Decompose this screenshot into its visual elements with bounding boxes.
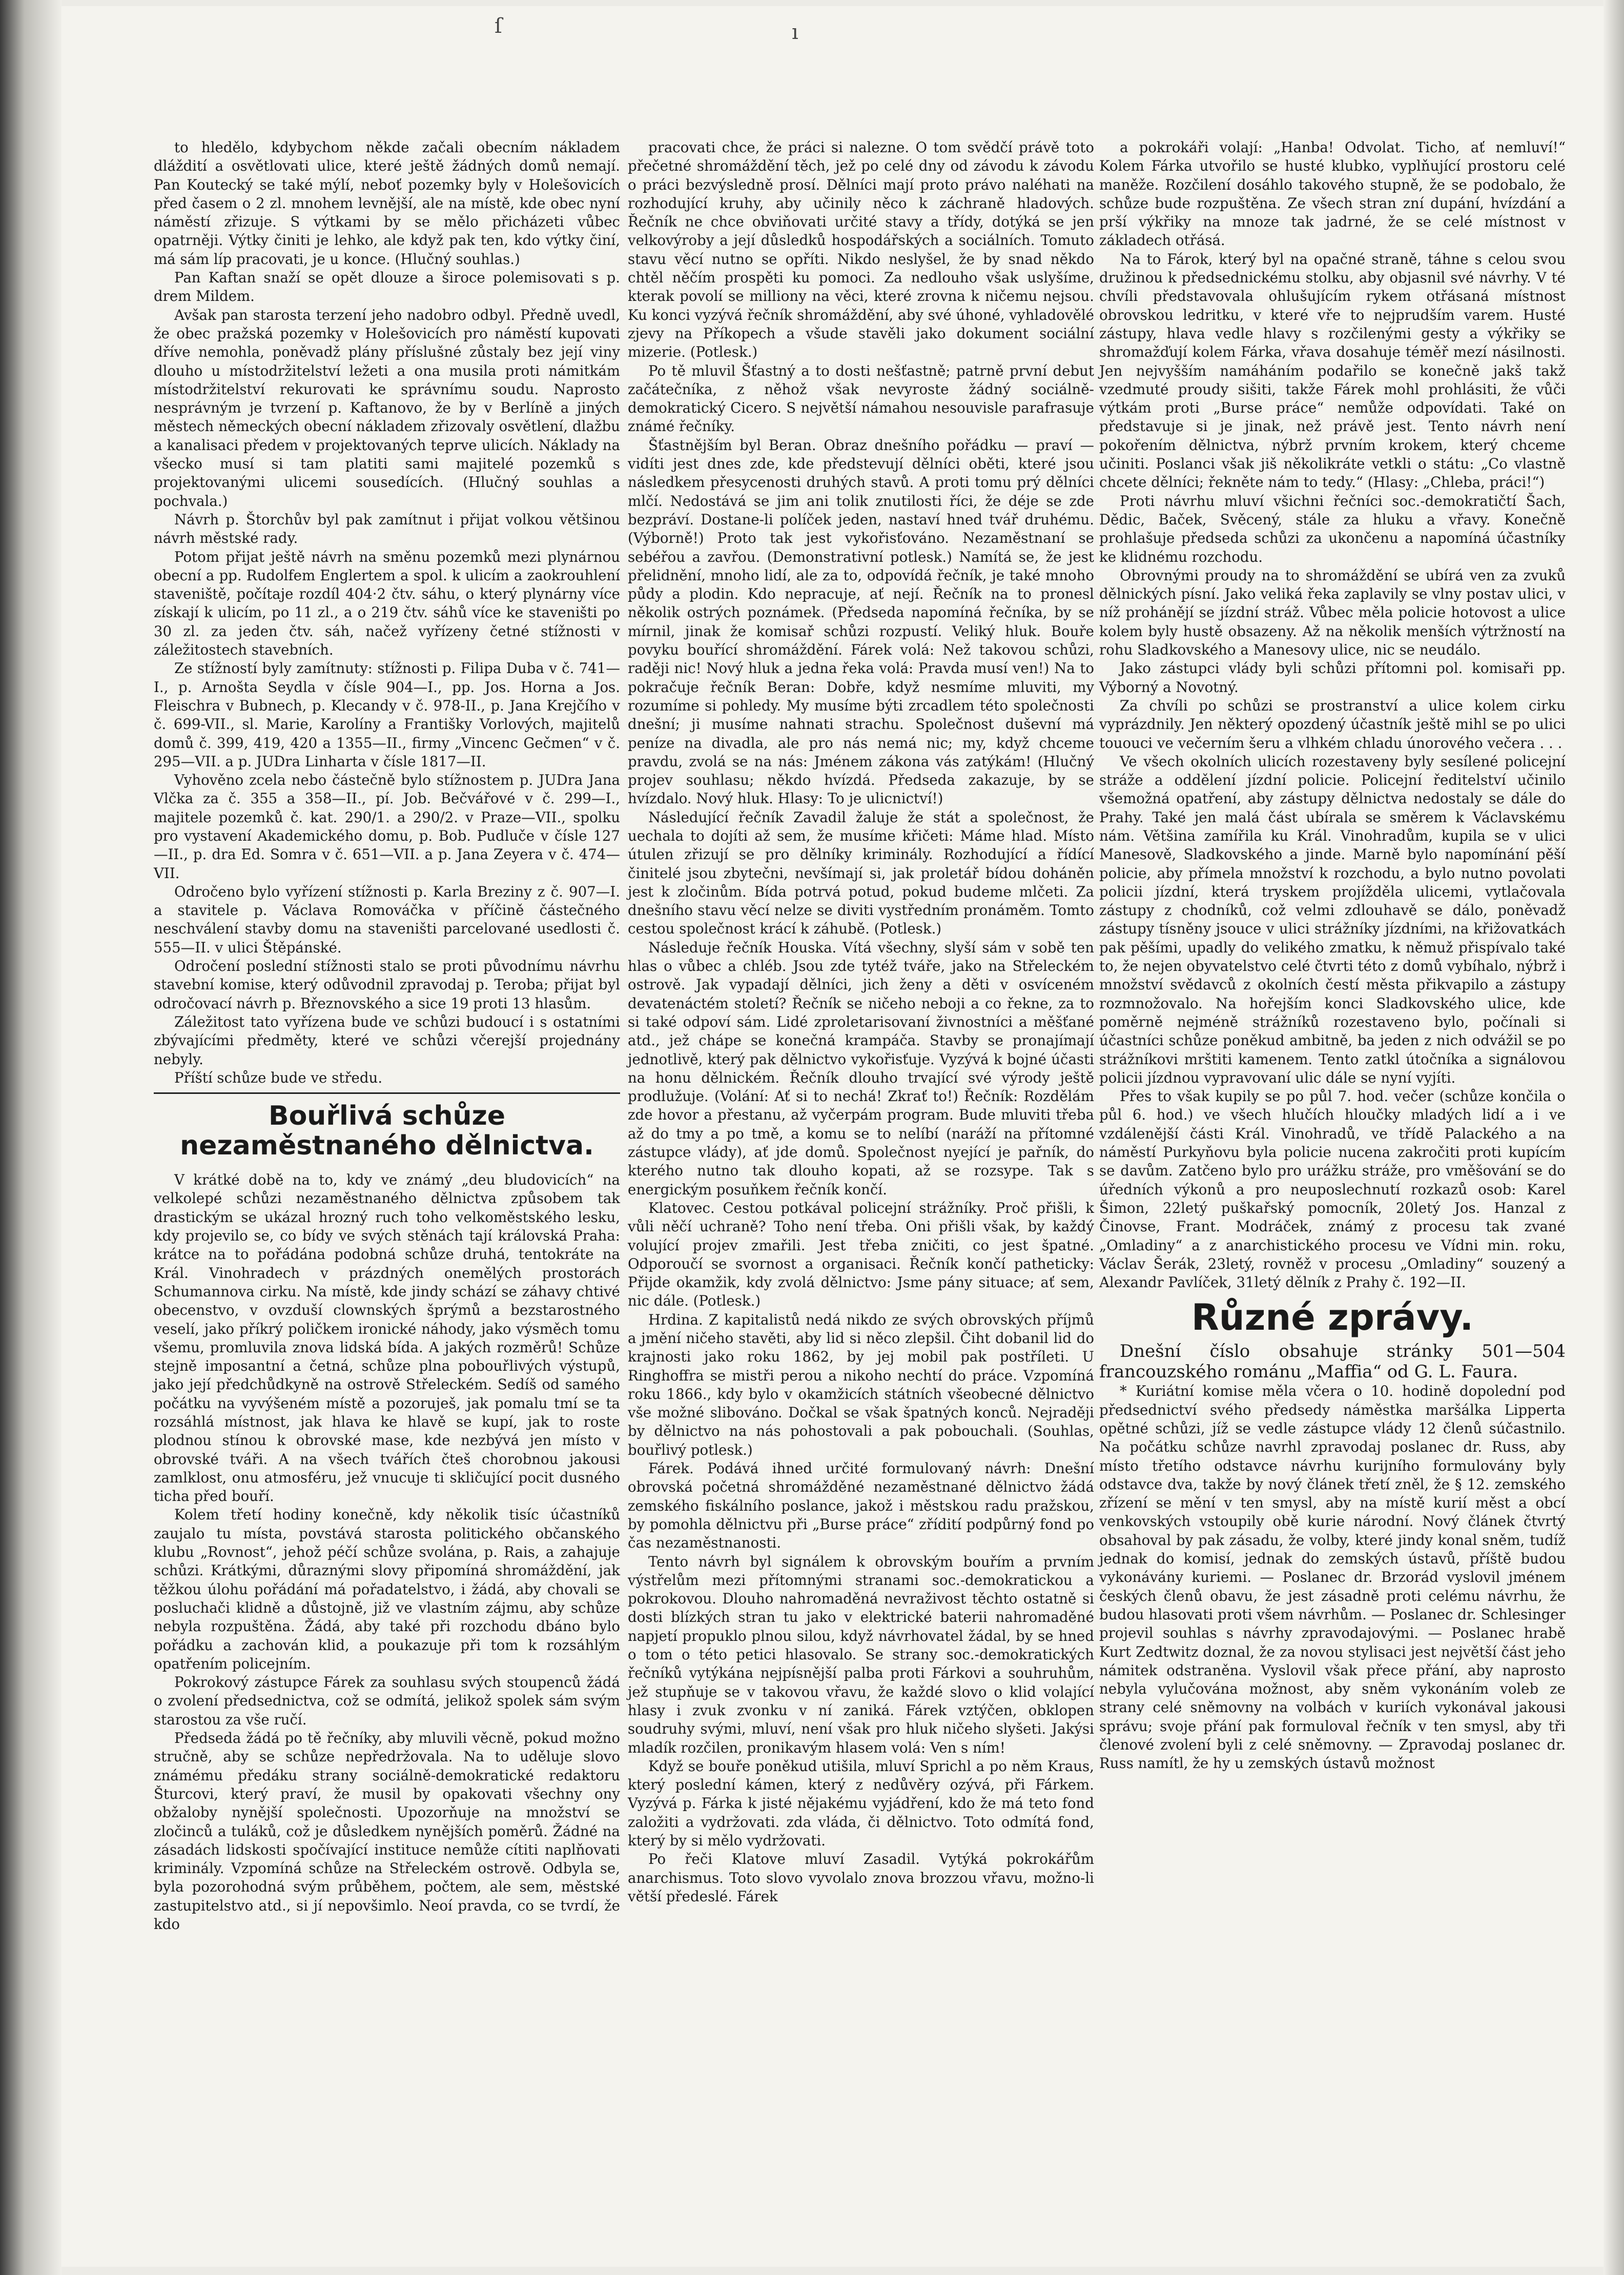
paragraph: Příští schůze bude ve středu. <box>174 1069 383 1086</box>
scan-left-edge <box>0 0 61 2275</box>
paragraph: to hledělo, kdybychom někde začali obecním nákladem dláždití a osvětlovati ulice, které ještě žádných domů nemají. Pan Koutecký se také mýlí, neboť pozemky byly v Holešovicích před časem o 2 zl. mnohem levnější, ale na místě, kde obec nyní náměstí zřizuje. S výtkami by se mělo přicházeti vůbec opatrněji. Výtky činiti je lehko, ale když pak ten, kdo výtky činí, má sám líp pracovati, je u konce. (Hlučný souhlas.) <box>154 139 620 268</box>
scan-right-edge <box>1604 0 1624 2275</box>
divider <box>154 1092 620 1094</box>
page-mark-center: ı <box>792 21 798 44</box>
paragraph: Kolem třetí hodiny konečně, kdy několik tisíc účastníků zaujalo tu místa, povstává starosta politického občanského klubu „Rovnost“, jehož péčí schůze svolána, p. Rais, a zahajuje schůzi. Krátkými, důraznými slovy připomíná shromáždění, jak těžkou úlohu pořádání má pořadatelstvo, i žádá, aby chovali se posluchači klidně a důstojně, již ve vlastním zájmu, aby schůze nebyla rozpuštěna. Žádá, aby také při rozchodu dbáno bylo pořádku a zachován klid, a poukazuje při tom k rozsáhlým opatřením policejním. <box>154 1506 620 1672</box>
paragraph: Klatovec. Cestou potkával policejní strážníky. Proč přišli, k vůli něčí uchraně? Toho není třeba. Oni přišli však, by každý volující projev zmařili. Jest třeba zničiti, co jest špatné. Odporoučí se svornost a organisaci. Řečník končí patheticky: Přijde okamžik, kdy zvolá dělnictvo: Jsme pány situace; ať sem, nic dále. (Potlesk.) <box>628 1199 1094 1310</box>
paragraph: Po řeči Klatove mluví Zasadil. Vytýká pokrokářům anarchismus. Toto slovo vyvolalo znova brozzou vřavu, možno-li větší předeslé. Fárek <box>628 1851 1094 1905</box>
paragraph: Jako zástupci vlády byli schůzi přítomni pol. komisaři pp. Výborný a Novotný. <box>1099 660 1566 696</box>
paragraph: Následuje řečník Houska. Vítá všechny, slyší sám v sobě ten hlas o vůbec a chléb. Jsou zde tytéž tváře, jako na Střeleckém ostrově. Jak vypadají dělníci, jich ženy a děti v osvíceném devatenáctém století? Řečník se ničeho neboji a co řekne, za to si také odpoví sám. Lidé zproletarisovaní živnostníci a měšťané atd., jež chápe se konečná krampáča. Stavby se pronajímají jednotlivě, který pak dělnictvo vykořisťuje. Vyzývá k bojné účasti na honu dělnickém. Řečník dlouho trvající své výrody ještě prodlužuje. (Volání: Ať si to nechá! Zkrať to!) Řečník: Rozdělám zde hovor a přestanu, až vyčerpám program. Bude mluviti třeba až do tmy a po tmě, a komu se to nelíbí (naráží na přítomné zástupce vlády), ať jde domů. Společnost nyející je pařník, do kterého nutno tak dlouho kopati, až se rozsype. Tak s energickým posuňkem řečník končí. <box>628 939 1094 1198</box>
paragraph: a pokrokáři volají: „Hanba! Odvolat. Ticho, ať nemluví!“ Kolem Fárka utvořilo se husté klubko, vyplňující prostoru celé maněže. Rozčilení dosáhlo takového stupně, že se podobalo, že schůze bude rozpuštěna. Ze všech stran zní dupání, hvízdání a prší výkřiky na mnoze tak jadrné, že se celé místnost v základech otřásá. <box>1099 139 1566 249</box>
paragraph: Pokrokový zástupce Fárek za souhlasu svých stoupenců žádá o zvolení předsednictva, což se odmítá, jelikož spolek sám svým starostou za vše ručí. <box>154 1674 620 1728</box>
column-2 <box>628 138 1094 1906</box>
paragraph: Pan Kaftan snaží se opět dlouze a široce polemisovati s p. drem Mildem. <box>154 269 620 305</box>
column-3 <box>1099 138 1566 1773</box>
paragraph: Ze stížností byly zamítnuty: stížnosti p. Filipa Duba v č. 741—I., p. Arnošta Seydla v čísle 904—I., pp. Jos. Horna a Jos. Fleischra v Bubnech, p. Klecandy v č. 978-II., p. Jana Krejčího v č. 699-VII., sl. Marie, Karolíny a Františky Vorlových, majitelů domů č. 399, 419, 420 a 1355—II., firmy „Vincenc Gečmen“ v č. 295—VII. a p. JUDra Linharta v čísle 1817—II. <box>154 660 620 770</box>
paragraph: Avšak pan starosta terzení jeho nadobro odbyl. Předně uvedl, že obec pražská pozemky v Holešovicích pro náměstí kupovati dříve nemohla, poněvadž plány příslušné zůstaly bez její viny dlouho u místodržitelství ležeti a ona musila proti námitkám místodržitelství rekurovati ke správnímu soudu. Naprosto nesprávným je tvrzení p. Kaftanovo, že by v Berlíně a jiných městech německých obecní nákladem zřizovaly osvětlení, dlažbu a kanalisaci předem v projektovaných teprve ulicích. Náklady na všecko musí si tam platiti sami majitelé pozemků s projektovanými ulicemi sousedících. (Hlučný souhlas a pochvala.) <box>154 306 620 510</box>
paragraph: Obrovnými proudy na to shromáždění se ubírá ven za zvuků dělnických písní. Jako veliká řeka zaplavily se vlny postav ulici, v níž prohánějí se jízdní stráž. Vůbec měla policie hotovost a ulice kolem byly hustě obsazeny. Až na několik menších výtržností na rohu Sladkovského a Manesovy ulice, nic se neudálo. <box>1099 566 1566 659</box>
paragraph: Když se bouře poněkud utišila, mluví Sprichl a po něm Kraus, který poslední kámen, který z nedůvěry ozývá, při Fárkem. Vyzývá p. Fárka k jisté nějakému vyjádření, kdo že má teto fond založiti a vydržovati. zda vláda, či dělnictvo. Toto odmítá fond, který by si mělo vydržovati. <box>628 1757 1094 1850</box>
paragraph: Odročeno bylo vyřízení stížnosti p. Karla Breziny z č. 907—I. a stavitele p. Václava Romováčka v příčině částečného neschválení stavby domu na staveništi parcelované usedlosti č. 555—II. v ulici Štěpánské. <box>154 883 620 956</box>
article-heading: Bouřlivá schůze nezaměstnaného dělnictva. <box>180 1101 594 1162</box>
paragraph: Potom přijat ještě návrh na směnu pozemků mezi plynárnou obecní a pp. Rudolfem Englertem a spol. k ulicím a zaokrouhlení staveniště, počítaje rozdíl 404·2 čtv. sáhu, o který plynárny více získají k ulicím, po 11 zl., a o 219 čtv. sáhů více ke staveništi po 30 zl. za jeden čtv. sáh, načež vyřízeny četné stížnosti v záležitostech stavebních. <box>154 548 620 659</box>
paragraph: Fárek. Podává ihned určité formulovaný návrh: Dnešní obrovská početná shromážděné nezaměstnané dělnictvo žádá zemského fiskálního poslance, jakož i městskou radu pražskou, by pomohla dělnictvu při „Burse práce“ zřídití podpůrný fond po čas nezaměstnanosti. <box>628 1460 1094 1552</box>
paragraph: Tento návrh byl signálem k obrovským bouřím a prvním výstřelům mezi přítomnými stranami soc.-demokratickou a pokrokovou. Dlouho nahromaděná nevraživost těchto ostatně si dosti blízkých stran tu jako v elektrické baterii nahromaděné napjetí propuklo plnou silou, když návrhovatel žádal, by se hned o tom o této petici hlasovalo. Se strany soc.-demokratických řečníků vytýkána nejpísnější palba proti Fárkovi a souhruhům, jež stupňuje se v takovou vřavu, že každé slovo o klid volající hlasy i zvuk zvonku v ní zaniká. Fárek vztýčen, obklopen soudruhy svými, mluví, není však pro hluk ničeho slyšeti. Jakýsi mladík rozčilen, pronikavým hlasem volá: Ven s ním! <box>628 1553 1094 1756</box>
paragraph: Záležitost tato vyřízena bude ve schůzi budoucí i s ostatními zbývajícími předměty, které ve schůzi včerejší projednány nebyly. <box>154 1013 620 1068</box>
paragraph: Za chvíli po schůzi se prostranství a ulice kolem cirku vyprázdnily. Jen některý opozdený účastník ještě mihl se po ulici tououci ve večerním šeru a vlhkém chladu únorového večera . . . <box>1099 697 1566 751</box>
article-heading: Různé zprávy. <box>1191 1296 1474 1339</box>
paragraph: Vyhověno zcela nebo částečně bylo stížnostem p. JUDra Jana Vlčka za č. 355 a 358—II., pí. Job. Bečvářové v č. 299—I., majitele pozemků č. kat. 290/1. a 290/2. v Praze—VII., spolku pro vystavení Akademického domu, p. Bob. Pudluče v čísle 127—II., p. dra Ed. Somra v č. 651—VII. a p. Jana Zeyera v č. 474—VII. <box>154 771 620 882</box>
column-1 <box>154 138 620 1934</box>
page-mark-left: ſ <box>495 14 502 38</box>
paragraph: Návrh p. Štorchův byl pak zamítnut i přijat volkou většinou návrh městské rady. <box>154 511 620 547</box>
paragraph: Po tě mluvil Šťastný a to dosti nešťastně; patrně první debut začátečníka, z něhož však nevyroste žádný sociálně-demokratický Cicero. S největší námahou nesouvisle parafrasuje známé řečníky. <box>628 362 1094 435</box>
paragraph: Předseda žádá po tě řečníky, aby mluvili věcně, pokud možno stručně, aby se schůze nepředržovala. Na to uděluje slovo známému předáku strany sociálně-demokratické redaktoru Šturcovi, který praví, že musil by opakovati všechny ony obžaloby nynější společnosti. Upozorňuje na množství se zločinců a tuláků, což je důsledkem nynějších poměrů. Žádné na zásadách lidskosti spočívající instituce nemůže cítiti naplňovati kriminály. Vzpomíná schůze na Střeleckém ostrově. Odbyla se, byla pozorohodná svým průběhem, počtem, ale sem, městské zastupitelstvo atd., si jí nepovšimlo. Neoí pravda, co se tvrdí, že kdo <box>154 1730 620 1933</box>
notice-text: Dnešní číslo obsahuje stránky 501—504 francouzského románu „Maffia“ od G. L. Faura. <box>1099 1341 1566 1383</box>
paragraph: Přes to však kupily se po půl 7. hod. večer (schůze končila o půl 6. hod.) ve všech hlučích hloučky mladých lidí a i ve vzdálenější části Král. Vinohradů, ve třídě Palackého a na náměstí Purkyňovu byla policie nucena zakročiti proti kupícím se davům. Zatčeno bylo pro urážku stráže, pro vměšování se do úředních výkonů a pro neuposlechnutí rozkazů osob: Karel Šimon, 22letý puškařský pomocník, 20letý Jos. Hanzal z Činovse, Frant. Modráček, známý z procesu tak zvané „Omladiny“ a z anarchistického procesu ve Vídni min. roku, Václav Šerák, 23letý, rovněž v procesu „Omladiny“ souzený a Alexandr Pavlíček, 31letý dělník z Prahy č. 192—II. <box>1099 1088 1566 1291</box>
paragraph: Hrdina. Z kapitalistů nedá nikdo ze svých obrovských příjmů a jmění ničeho stavěti, aby lid si něco zlepšil. Čiht dobanil lid do krajnosti jako roku 1862, by jej mobil pak postříleti. U Ringhoffra se mistři perou a nikoho nechtí do práce. Vzpomíná roku 1866., kdy bylo v okamžicích státních všeobecné dělnictvo vše možné slibováno. Dočkal se však špatných konců. Nejraději by dělnictvo na nás pohostovali a pak pobouchali. (Souhlas, bouřlivý potlesk.) <box>628 1311 1094 1458</box>
paragraph: Proti návrhu mluví všichni řečníci soc.-demokratičtí Šach, Dědic, Baček, Svěcený, stále za hluku a vřavy. Konečně prohlašuje předseda schůzi za ukončenu a napomíná účastníky ke klidnému rozchodu. <box>1099 492 1566 565</box>
paragraph: V krátké době na to, kdy ve známý „deu bludovicích“ na velkolepé schůzi nezaměstnaného dělnictva způsobem tak drastickým se ukázal hrozný ruch toho velkoměstského lesku, kdy projevilo se, co bídy ve svých stěnách tají královská Praha: krátce na to pořádána podobná schůze druhá, tentokráte na Král. Vinohradech v prázdných onemělých prostorách Schumannova cirku. Na místě, kde jindy schází se záhavy chtivé obecenstvo, v ovzduší clownských šprýmů a bezstarostného veselí, jako příkrý poličkem ironické náhody, jako výsměch tomu všemu, promluvila znova lidská bída. A jakých rozměrů! Schůze stejně imposantní a četná, schůze plna pobouřlivých výstupů, jako její předchůdkyně na ostrově Střeleckém. Sedíš od samého počátku na vyvýšeném místě a pozoruješ, jak pomalu tmí se ta rozsáhlá místnost, jak hlava ke hlavě se kupí, jak to roste plodnou stínou k obrovské mase, kde nezbývá jen místo v obrovské tváři. A na všech tvářích čteš chorobnou jakousi zamlklost, onu atmosféru, jež vnucuje ti skličující pocit dusného ticha před bouří. <box>154 1171 620 1505</box>
paragraph: Šťastnějším byl Beran. Obraz dnešního pořádku — praví — vidíti jest dnes zde, kde předstevují dělníci oběti, které jsou následkem přesycenosti druhých stavů. A proti tomu prý dělníci mlčí. Nedostává se jim ani tolik znutilosti říci, že déje se zde bezpráví. Dostane-li políček jeden, nastaví hned tvář druhému. (Výborně!) Proto tak jest vykořisťováno. Nezaměstnaní se sebéřou a zavřou. (Demonstrativní potlesk.) Namítá se, že jest přelidnění, mnoho lidí, ale za to, odpovídá řečník, je také mnoho půdy a plodin. Kdo nepracuje, ať nejí. Řečník na to pronesl několik ostrých poznámek. (Předseda napomíná řečníka, by se mírnil, jinak že komisař schůzi rozpustí. Veliký hluk. Bouře povyku bouřící shromáždění. Fárek volá: Než takovou schůzi, raději nic! Nový hluk a jedna řeka volá: Pravda musí ven!) Na to pokračuje řečník Beran: Dobře, když nesmíme mluviti, my rozumíme si pohledy. My musíme býti zrcadlem této společnosti dnešní; ji musíme nahnati strachu. Společnost duševní má peníze na divadla, ale pro nás nemá nic; my, když chceme pravdu, zvolá se na nás: Jménem zákona vás zatýkám! (Hlučný projev souhlasu; někdo hvízdá. Předseda zakazuje, by se hvízdalo. Nový hluk. Hlasy: To je ulicnictví!) <box>628 436 1094 807</box>
paragraph: pracovati chce, že práci si nalezne. O tom svědčí právě toto přečetné shromáždění těch, jež po celé dny od závodu k závodu o práci bezvýsledně prosí. Dělníci mají proto právo naléhati na rozhodující kruhy, aby učinily něco k záchraně hladových. Řečník ne chce obviňovati určité stavy a třídy, dotýká se jen velkovýroby a její důsledků hospodářských a sociálních. Tomuto stavu věcí nutno se opříti. Nikdo neslyšel, že by snad někdo chtěl něčím prospěti ku pomoci. Za nedlouho však uslyšíme, kterak povolí se milliony na věci, které zrovna k ničemu nejsou. Ku konci vyzývá řečník shromáždění, aby své úhoné, vyhladovělé zjevy na Příkopech a všude stavěli jako dokument sociální mizerie. (Potlesk.) <box>628 139 1094 361</box>
paragraph: Následující řečník Zavadil žaluje že stát a společnost, že uechala to dojíti až sem, že musíme křičeti: Máme hlad. Místo útulen zřizují se pro dělníky kriminály. Rozhodující a řídící činitelé jsou zbytečni, nevšímají si, jak proletář bídou doháněn jest k zločinům. Bída potrvá potud, pokud budeme mlčeti. Za dnešního stavu věcí nelze se diviti vystředním pronáměm. Tomto cestou společnost krácí k záhubě. (Potlesk.) <box>628 808 1094 938</box>
paragraph: Na to Fárok, který byl na opačné straně, táhne s celou svou družinou k předsednickému stolku, aby objasnil své návrhy. V té chvíli představovala ohlušujícím rykem otřásaná místnost obrovskou ledritku, v které vře to nejprudším varem. Husté zástupy, hlava vedle hlavy s rozčilenými gesty a výkřiky se shromažďují kolem Fárka, vřava dosahuje téměř mezí násilnosti. Jen nejvyšším namáháním podařilo se konečně jakš takž vzedmuté proudy sišiti, takže Fárek mohl prohlásiti, že vůči výtkám proti „Burse práce“ nemůže odpovídati. Také on představuje si je jinak, než právě jest. Tento návrh není pokořením dělnictva, nýbrž prvním krokem, který chceme učiniti. Poslanci však jiš několikráte vetkli o státu: „Co vlastně chcete dělníci; řekněte nám to tedy.“ (Hlasy: „Chleba, práci!“) <box>1099 250 1566 491</box>
paragraph: * Kuriátní komise měla včera o 10. hodině dopolední pod předsednictví svého předsedy náměstka maršálka Lipperta opětné schůzi, jíž se vedle zástupce vlády 12 členů súčastnilo. Na počátku schůze navrhl zpravodaj poslanec dr. Russ, aby místo třetího odstavce návrhu kurijního formulovány byly odstavce dva, takže by nový článek třetí zněl, že § 12. zemského zřízení se mění v ten smysl, aby na místě kurií měst a obcí venkovských vstoupily obě kurie národní. Nový článek čtvrtý obsahoval by pak zásadu, že volby, které jindy konal sněm, tudíž jednak do komisí, jednak do zemských ústavů, příště budou vykonávány kuriemi. — Poslanec dr. Brzorád vyslovil jménem českých členů obavu, že jest zásadně proti celému návrhu, že budou hlasovati proti všem návrhům. — Poslanec dr. Schlesinger projevil souhlas s návrhy zpravodajovými. — Poslanec hrabě Kurt Zedtwitz doznal, že za novou stylisaci jest největší část jeho námitek odstraněna. Vyslovil však přece přání, aby naprosto nebyla vylučována možnost, aby sněm vykonáním voleb ze strany celé sněmovny na volbách v kuriích vykonával jakousi správu; svoje přání pak formuloval řečník v ten smysl, aby tři členové zvolení byli z celé sněmovny. — Zpravodaj poslanec dr. Russ namítl, že hy u zemských ústavů možnost <box>1099 1383 1566 1772</box>
paragraph: Ve všech okolních ulicích rozestaveny byly sesílené policejní stráže a oddělení jízdní policie. Policejní ředitelství učinilo všemožná opatření, aby zástupy dělnictva nedostaly se dále do Prahy. Také jen malá část ubírala se směrem k Václavskému nám. Většina zamířila ku Král. Vinohradům, kupila se v ulici Manesově, Sladkovského a jinde. Marně bylo napomínání pěší policie, aby přímela množství k rozchodu, a bylo nutno povolati policii jízdní, která tryskem projížděla ulicemi, vytlačovala zástupy z chodníků, což velmi zdlouhavě se dálo, poněvadž zástupy tísněny jsouce v ulici strážníky jízdními, na křižovatkách pak pěšími, upadly do velikého zmatku, k němuž přispívalo také to, že nejen obyvatelstvo celé čtvrti této z domů vybíhalo, nýbrž i množství svědavců z okolních čestí města přikvapilo a zástupy rozmnožovalo. Na hořejším konci Sladkovského ulice, kde poměrně nejméně strážníků rozestaveno bylo, počínali si účastníci schůze poněkud ambitně, ba jeden z nich odvážil se po strážníkovi mrštiti kamenem. Tento zatkl útočníka a signálovou policii jízdnou vypravovaní ulic dále se nyní vyjíti. <box>1099 753 1566 1086</box>
paragraph: Odročení poslední stížnosti stalo se proti původnímu návrhu stavební komise, který odůvodnil zpravodaj p. Teroba; přijat byl odročovací návrh p. Březnovského a sice 19 proti 13 hlasům. <box>154 958 620 1012</box>
